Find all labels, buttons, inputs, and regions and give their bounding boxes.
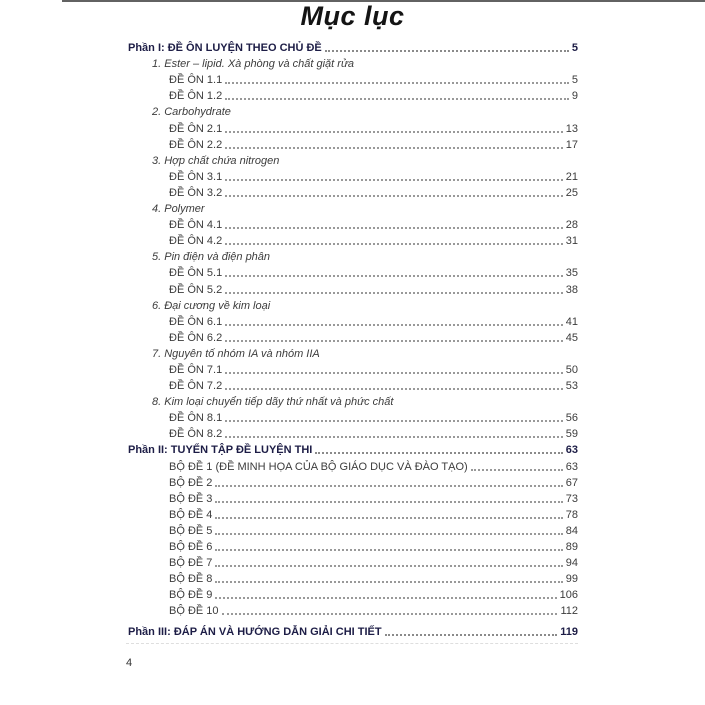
toc-entry-label: 7. Nguyên tố nhóm IA và nhóm IIA <box>152 347 320 360</box>
toc-entry-page: 99 <box>565 573 578 586</box>
toc-entry-label: BỘ ĐỀ 9 <box>169 589 213 602</box>
toc-entry-page: 5 <box>571 42 578 55</box>
toc-entry-label: ĐỀ ÔN 6.1 <box>169 315 223 328</box>
toc-entry <box>128 216 578 232</box>
dot-leader <box>225 292 563 294</box>
toc-entry-label: ĐỀ ÔN 1.1 <box>169 74 223 87</box>
toc-entry <box>128 393 578 409</box>
toc-entry <box>128 602 578 618</box>
toc-entry-label: Phần III: ĐÁP ÁN VÀ HƯỚNG DẪN GIẢI CHI TIẾT <box>128 626 382 639</box>
dot-leader <box>471 469 563 471</box>
toc-entry <box>128 522 578 538</box>
dot-leader <box>225 243 563 245</box>
toc-entry-page: 50 <box>565 363 578 376</box>
toc-entry-page: 56 <box>565 412 578 425</box>
toc-entry <box>128 200 578 216</box>
toc-entry-page: 13 <box>565 122 578 135</box>
toc-entry <box>128 409 578 425</box>
toc-entry-page: 67 <box>565 476 578 489</box>
toc-entry-label: BỘ ĐỀ 5 <box>169 524 213 537</box>
toc-entry-page: 17 <box>565 138 578 151</box>
toc-entry <box>128 570 578 586</box>
toc-entry-page: 9 <box>571 90 578 103</box>
toc-entry-page: 25 <box>565 186 578 199</box>
dot-leader <box>225 227 563 229</box>
toc-entry <box>128 184 578 200</box>
toc-entry-label: BỘ ĐỀ 1 (ĐỀ MINH HỌA CỦA BỘ GIÁO DỤC VÀ ĐÀO TẠO) <box>169 460 468 473</box>
dot-leader <box>225 388 563 390</box>
toc-entry <box>128 377 578 393</box>
table-of-contents <box>128 39 578 639</box>
dot-leader <box>215 517 562 519</box>
toc-entry-page: 89 <box>565 541 578 553</box>
toc-entry <box>128 119 578 135</box>
toc-entry-label: 1. Ester – lipid. Xà phòng và chất giặt rửa <box>152 58 355 71</box>
toc-entry-page: 28 <box>565 219 578 232</box>
toc-entry <box>128 474 578 490</box>
toc-entry-label: BỘ ĐỀ 6 <box>169 541 213 553</box>
toc-entry-label: 2. Carbohydrate <box>152 106 231 119</box>
toc-entry-label: BỘ ĐỀ 8 <box>169 573 213 586</box>
toc-entry-label: ĐỀ ÔN 2.1 <box>169 122 223 135</box>
dot-leader <box>225 420 563 422</box>
toc-entry <box>128 313 578 329</box>
toc-entry <box>128 586 578 602</box>
toc-entry-label: BỘ ĐỀ 7 <box>169 557 213 570</box>
toc-entry-page: 63 <box>565 444 578 457</box>
toc-entry-label: ĐỀ ÔN 7.1 <box>169 363 223 376</box>
toc-entry <box>128 103 578 119</box>
dot-leader <box>215 533 562 535</box>
toc-entry <box>128 441 578 457</box>
dot-leader <box>225 147 563 149</box>
dot-leader <box>215 565 562 567</box>
toc-entry-label: 3. Hợp chất chứa nitrogen <box>152 154 280 167</box>
toc-entry <box>128 71 578 87</box>
toc-entry <box>128 152 578 168</box>
dot-leader <box>325 50 569 52</box>
dot-leader <box>215 549 562 551</box>
toc-entry-page: 112 <box>560 605 578 618</box>
toc-entry <box>128 490 578 506</box>
toc-entry-label: BỘ ĐỀ 4 <box>169 508 213 521</box>
toc-entry <box>128 506 578 522</box>
toc-entry-label: 8. Kim loại chuyển tiếp dãy thứ nhất và phức chất <box>152 396 394 409</box>
toc-entry <box>128 232 578 248</box>
toc-entry-page: 38 <box>565 283 578 296</box>
toc-entry-label: ĐỀ ÔN 5.2 <box>169 283 223 296</box>
toc-entry-label: BỘ ĐỀ 10 <box>169 605 219 618</box>
toc-entry-label: ĐỀ ÔN 2.2 <box>169 138 223 151</box>
toc-entry-page: 94 <box>565 557 578 570</box>
toc-entry <box>128 264 578 280</box>
toc-entry-label: Phần I: ĐỀ ÔN LUYỆN THEO CHỦ ĐỀ <box>128 42 322 55</box>
toc-entry-label: ĐỀ ÔN 8.2 <box>169 428 223 441</box>
dot-leader <box>222 613 558 615</box>
toc-entry-label: ĐỀ ÔN 3.1 <box>169 170 223 183</box>
toc-entry <box>128 136 578 152</box>
dot-leader <box>225 275 563 277</box>
toc-entry-label: 6. Đại cương về kim loại <box>152 299 271 312</box>
toc-entry <box>128 280 578 296</box>
toc-entry-page: 41 <box>565 315 578 328</box>
dot-leader <box>215 485 562 487</box>
dot-leader <box>215 581 562 583</box>
toc-entry <box>128 623 578 639</box>
toc-entry <box>128 168 578 184</box>
toc-entry <box>128 425 578 441</box>
toc-entry-page: 73 <box>565 492 578 505</box>
dot-leader <box>225 82 569 84</box>
page-title: Mục lục <box>300 1 405 31</box>
toc-entry <box>128 345 578 361</box>
footer-page-number: 4 <box>126 657 133 669</box>
toc-entry-page: 119 <box>560 626 578 639</box>
toc-entry <box>128 87 578 103</box>
toc-entry <box>128 361 578 377</box>
toc-entry-page: 84 <box>565 524 578 537</box>
toc-entry <box>128 248 578 264</box>
separator-line <box>126 643 578 644</box>
toc-entry <box>128 297 578 313</box>
toc-entry-page: 45 <box>565 331 578 344</box>
toc-entry-page: 5 <box>571 74 578 87</box>
toc-entry <box>128 55 578 71</box>
toc-entry-label: 4. Polymer <box>152 203 205 216</box>
toc-entry-page: 59 <box>565 428 578 441</box>
dot-leader <box>215 597 556 599</box>
toc-entry-page: 35 <box>565 267 578 280</box>
toc-entry-page: 63 <box>565 460 578 473</box>
dot-leader <box>385 634 558 636</box>
toc-entry <box>128 538 578 554</box>
toc-entry-label: BỘ ĐỀ 3 <box>169 492 213 505</box>
toc-entry-label: ĐỀ ÔN 3.2 <box>169 186 223 199</box>
toc-entry-label: ĐỀ ÔN 4.1 <box>169 219 223 232</box>
dot-leader <box>315 452 562 454</box>
toc-entry-page: 21 <box>565 170 578 183</box>
toc-entry-label: ĐỀ ÔN 6.2 <box>169 331 223 344</box>
dot-leader <box>225 340 563 342</box>
toc-entry-page: 78 <box>565 508 578 521</box>
toc-entry-label: ĐỀ ÔN 8.1 <box>169 412 223 425</box>
toc-entry-label: Phần II: TUYỂN TẬP ĐỀ LUYỆN THI <box>128 444 313 457</box>
dot-leader <box>225 324 563 326</box>
dot-leader <box>225 195 563 197</box>
dot-leader <box>225 436 563 438</box>
toc-entry <box>128 329 578 345</box>
dot-leader <box>225 372 563 374</box>
toc-entry-label: ĐỀ ÔN 4.2 <box>169 235 223 248</box>
toc-entry-page: 106 <box>559 589 578 602</box>
toc-entry <box>128 39 578 55</box>
toc-entry-label: ĐỀ ÔN 1.2 <box>169 90 223 103</box>
toc-entry-label: ĐỀ ÔN 7.2 <box>169 380 223 393</box>
toc-entry-label: 5. Pin điện và điện phân <box>152 251 271 264</box>
toc-entry-label: BỘ ĐỀ 2 <box>169 476 213 489</box>
dot-leader <box>225 179 563 181</box>
toc-entry-label: ĐỀ ÔN 5.1 <box>169 267 223 280</box>
toc-entry-page: 53 <box>565 380 578 393</box>
dot-leader <box>225 131 563 133</box>
dot-leader <box>215 501 562 503</box>
dot-leader <box>225 98 569 100</box>
toc-entry <box>128 457 578 473</box>
toc-entry <box>128 554 578 570</box>
toc-entry-page: 31 <box>565 235 578 248</box>
